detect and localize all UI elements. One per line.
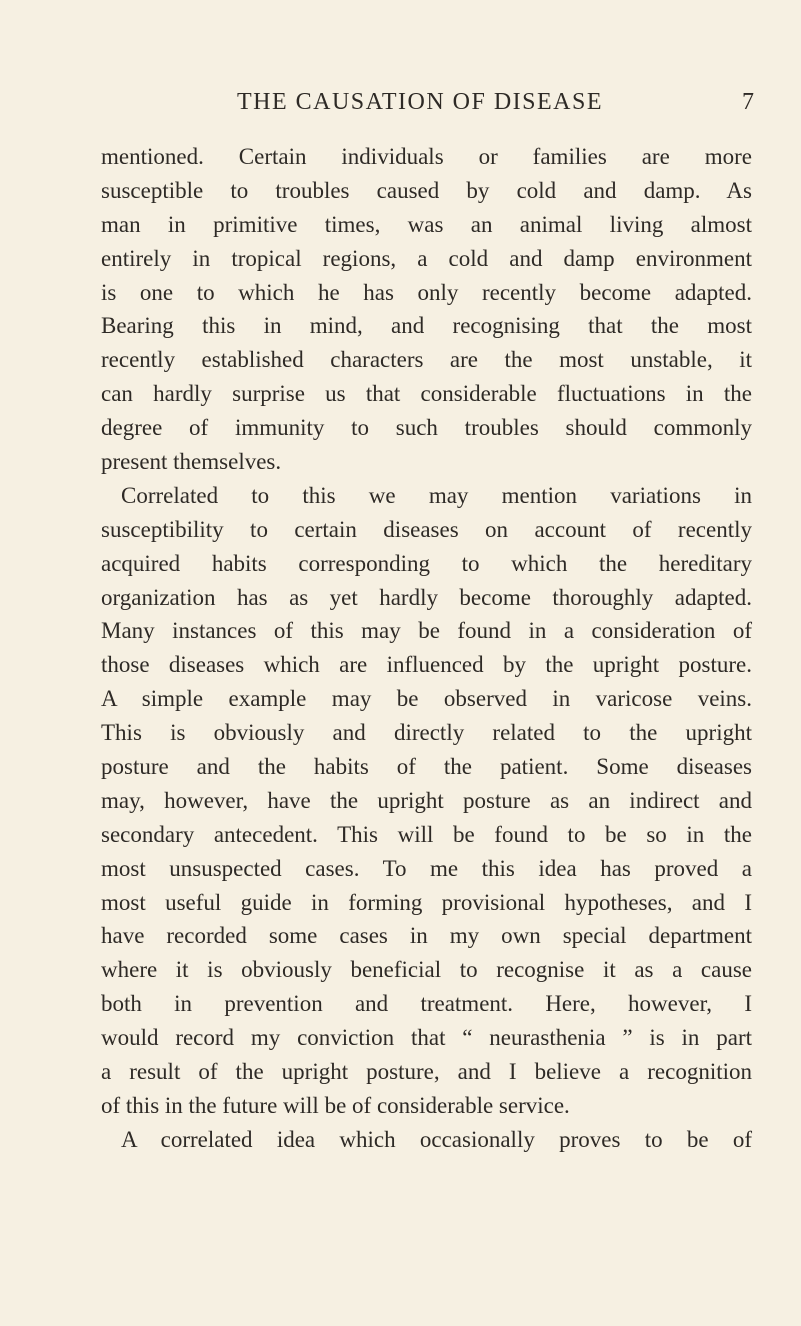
text-line: most useful guide in forming provisional hypotheses, and I: [101, 889, 752, 915]
text-line: both in prevention and treatment. Here, however, I: [101, 991, 752, 1017]
text-line: have recorded some cases in my own special department: [101, 923, 752, 949]
text-line: Many instances of this may be found in a consideration of: [101, 618, 752, 644]
text-line: acquired habits corresponding to which the hereditary: [101, 550, 752, 576]
page-number: 7: [742, 89, 754, 115]
text-line: recently established characters are the most unstable, it: [101, 347, 752, 373]
text-line: degree of immunity to such troubles should commonly: [101, 415, 752, 441]
text-line: susceptibility to certain diseases on account of recently: [101, 516, 752, 542]
text-line: is one to which he has only recently become adapted.: [101, 279, 752, 305]
text-line: a result of the upright posture, and I believe a recognition: [101, 1059, 752, 1085]
text-line: posture and the habits of the patient. Some diseases: [101, 754, 752, 780]
text-line: may, however, have the upright posture as an indirect and: [101, 787, 752, 813]
text-line: present themselves.: [101, 449, 282, 475]
text-line: mentioned. Certain individuals or families are more: [101, 144, 752, 169]
text-line: of this in the future will be of considerable service.: [101, 1092, 570, 1118]
text-line: those diseases which are influenced by the upright posture.: [101, 652, 752, 678]
text-line: can hardly surprise us that considerable fluctuations in the: [101, 381, 752, 407]
text-line: would record my conviction that “ neurasthenia ” is in part: [101, 1025, 752, 1051]
text-line: A simple example may be observed in varicose veins.: [101, 686, 752, 712]
running-title: THE CAUSATION OF DISEASE: [236, 89, 603, 115]
text-line: A correlated idea which occasionally proves to be of: [121, 1126, 752, 1152]
text-line: Correlated to this we may mention variations in: [121, 482, 752, 508]
text-line: where it is obviously beneficial to recognise it as a cause: [101, 957, 752, 983]
text-line: Bearing this in mind, and recognising that the most: [101, 313, 752, 339]
text-line: most unsuspected cases. To me this idea has proved a: [101, 855, 752, 881]
text-line: man in primitive times, was an animal living almost: [101, 211, 752, 237]
text-line: entirely in tropical regions, a cold and damp environment: [101, 245, 752, 271]
text-line: This is obviously and directly related to the upright: [101, 720, 752, 746]
text-line: susceptible to troubles caused by cold and damp. As: [101, 177, 752, 203]
text-line: organization has as yet hardly become thoroughly adapted.: [101, 584, 752, 610]
text-line: secondary antecedent. This will be found to be so in the: [101, 821, 752, 847]
body-text: [101, 140, 752, 1157]
